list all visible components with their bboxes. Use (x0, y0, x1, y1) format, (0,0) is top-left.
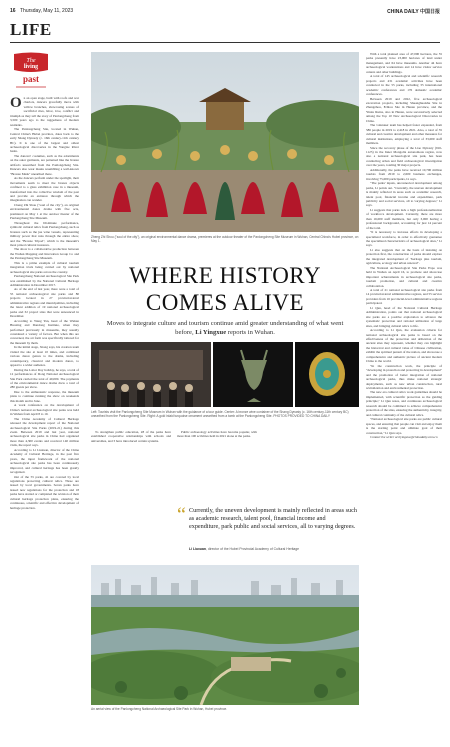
paragraph: Out of the 55 parks, 41 are covered by local regulations protecting cultural relics. Three are issued by local governments. Seven parks have issued new regulations for the protection and 18 parks have started or completed the revision of their cultural heritage protection plans, ensuring the continuous, scientific and effective development of heritage protection. (10, 474, 79, 510)
photo-strip-caption: Left: Tourists visit the Panlongcheng Site Museum in Wuhan with the guidance of a tour guide. Center: A bronze wine container of the Shang Dynasty (c. 16th century-11th century BC) unearthed from the Panlongcheng Site. Right: A gold inlaid turquoise ornament unearthed from a tomb at the Panlongcheng Site. PHOTOS PROVIDED TO CHINA DAILY (91, 410, 349, 419)
paragraph: Li also suggests that on the basis of insisting on protection first, the construction of parks should explore the integrated development of "heritage plus tourism, agriculture, ecology and urban renewal". (366, 247, 442, 266)
pull-quote (177, 505, 357, 565)
paragraph: A total of 145 archaeological and scientific research projects and 431 academic activities have been conducted in the 55 parks, including 35 international academic conferences and 176 domestic academic conferences. (366, 74, 442, 97)
paragraph: As of the end of last year, there were a total of 55 national archaeological site parks and 80 projects located in 27 provincial-level administrative regions and municipalities, including the latest addition of 19 national archaeological parks and 32 project sites that were announced in December. (10, 287, 79, 319)
paragraph: With a total planned area of 47,000 hectares, the 55 parks presently have 23,000 hectares of land under management, and 64 have museums. Another 44 have archaeological workstations and 14 have visitor service centers and other buildings. (366, 52, 442, 74)
contact-email[interactable]: liyingxue@chinadaily.com.cn (398, 434, 438, 439)
paragraph: The dancers' costumes, such as the adornments on the outer garments, are patterned like the bronze artifacts unearthed from the Panlongcheng Site. Dancers also wear masks resembling a well-known "Bronze Mask" unearthed there. (10, 153, 79, 176)
paragraph: On an open stage, built with roofs and war chariots, dancers gracefully move with willow branches, showcasing scenes of sacrificial rites, labor, love, conflict and triumph as they tell the story of Panlongcheng from 3,500 years ago to the ruggedness of modern residents. (10, 96, 79, 127)
living-past-logo (10, 52, 52, 92)
paragraph: Between 2019 and 2022, five archaeological excavation projects, including Shuanghuaishu Site in Zhengzhou, Erlitou Site in Henan province, and the Yinxu Ruins, also in Henan, were successively selected among the Top 10 New Archaeological Discoveries in China. (366, 96, 442, 123)
paragraph: According to Li Qun, the evaluation criteria for national archaeological site parks is based on the effectiveness of the protection and utilization of the ancient sites they represent, whether they can highlight the historical and cultural value of Chinese civilization, exhibit the spiritual pursuit of the nation, and showcase a comprehensive and authentic picture of ancient modern China to the world. (366, 328, 442, 364)
section-title: LIFE (10, 20, 52, 39)
pull-quote-attribution (189, 547, 357, 551)
paragraph: In the initial stage, Xiong says, his creation team visited the site at least 10 times, and combined various dance genres to the drama, including contemporary, classical and modern dance, to appeal to a wider audience. (10, 345, 79, 368)
pull-quote-role: , director of the Hubei Provincial Academy of Cultural Heritage (205, 547, 300, 551)
paragraph: Cheng Zhi Shou ("soul of the city"), an original environmental dance drama with five acts, premiered on May 1 at the outdoor theater of the Panlongcheng Site Museum. (10, 202, 79, 221)
paragraph: Additionally, the parks have received 10,700 million tourists from 2019 to 2,600 business exchanges, involving 75,000 participants, Li says. (366, 167, 442, 181)
bronze-wine-vessel-photo (213, 342, 293, 407)
paragraph: "The parks' inputs, unconnected development among parks, Li points out. "Currently, the uneven development is mainly reflected in areas such as academic research, talent pool, financial income and expenditure, park publicity and social services, all to varying degrees," Li says. (366, 181, 442, 208)
paragraph: Throughout the 60-minute performance, symbolic cultural relics from Panlongcheng, such as bronzes such as the jue wine vessels, representing military power that runs through the entire show, and the "Bronze Tripod", which is the museum's most prized cultural treasures. (10, 220, 79, 247)
paragraph: Li suggests that parks lack a high professionalization of workforce development. Currently, there are more than 16,000 staff members, but only 3,000 having a professional background, accounting for just 14 percent of the total. (366, 207, 442, 230)
turquoise-ornament-photo (295, 342, 359, 407)
body-column-4 (366, 52, 442, 700)
photo-strip (91, 342, 359, 407)
paragraph: The Panlongcheng Site, located in Wuhan, Central China's Hubei province, dates back to the early Shang Dynasty (c. 16th century-11th century BC). It is one of the largest and oldest archaeological discoveries in the Yangtze River basin. (10, 127, 79, 154)
dance-performance-photo (91, 52, 359, 232)
logo-text-past: past (22, 74, 40, 84)
paragraph: The new era cultural relics work guidelines should be implemented, with scientific protection as the guiding principle," Li Qun notes, and continuous archaeological research should be combined to achieve comprehensive protection of the sites, ensuring the authenticity, integrity, and cultural continuity of the cultural relics. (366, 390, 442, 417)
deck-suffix: reports in Wuhan. (227, 328, 275, 336)
aerial-park-photo (91, 565, 359, 705)
page-header (10, 8, 440, 18)
museum-visitors-photo (91, 342, 211, 407)
paragraph: The National Archaeological Site Parks Expo was held in Wuhan on April 16, to promote and showcase important achievements in archaeological site parks, tourism promotion, and cultural and creative collaboration. (366, 265, 442, 288)
paragraph: "It is necessary to increase efforts in developing a specialized workforce, in order to effectively guarantee the specialized characteristics of archaeological sites," Li says. (366, 230, 442, 248)
paragraph: Panlongcheng National Archaeological Site Park was established by the National Cultural Heritage Administration in December 2017. (10, 274, 79, 288)
contact-label: Contact the writer at (370, 434, 398, 439)
paragraph: A work conference on the development of China's national archaeological site parks was held in Wuhan from April 8 to 10. (10, 403, 79, 417)
pull-quote-name: Li Liuxuan (189, 547, 206, 551)
headline: WHERE HISTORY COMES ALIVE (129, 263, 321, 315)
issue-date: Thursday, May 11, 2023 (20, 8, 74, 14)
paragraph: A total of 21 national archaeological site parks from 14 provincial-level administrative regions, and 55 service providers from 16 provincial-level administrative regions participated. (366, 288, 442, 306)
page-number: 16 (10, 8, 16, 14)
section-divider (10, 42, 440, 43)
contact-line (366, 435, 442, 439)
pull-quote-text: Currently, the uneven development is mainly reflected in areas such as academic research, talent pool, financial income and expenditure, park public and social services, all to varying degrees. (189, 507, 357, 530)
deck-author: Li Yingxue (195, 328, 227, 336)
paragraph: The show is a collaborative production between the Wuhan Mapping and Innovation Group Co and the Panlongcheng Site Museum. (10, 247, 79, 261)
aerial-photo-caption: An aerial view of the Panlongcheng National Archaeological Site Park in Wuhan, Hubei province. (91, 707, 228, 711)
deck (100, 320, 350, 337)
paragraph: "National archaeological site parks are public cultural spaces, and ensuring that people can visit and enjoy them is the starting point and ultimate goal of their construction," Li Qun says. (366, 417, 442, 435)
paragraph: Due to the enthusiastic response, the museum plans to continue running the show on weekends this month and in June. (10, 389, 79, 403)
deck-text: Moves to integrate culture and tourism continue amid greater understanding of what went before, (106, 320, 344, 336)
paragraph: According to Wang Yan, head of the Wuhan Huaxing and Dandong Institute, when they performed previously in museums, they usually considered a variety of factors. But when this are concerned, the art form was specifically tailored for the museum by them. (10, 318, 79, 345)
paragraph: During the Labor Day holiday, he says, a total of 12 performances of Dong National Archaeological Site Park carried the total of 40,000. The payments of the environmental dance drama drew a total of 280 guests per show. (10, 367, 79, 390)
masthead: CHINA DAILY 中国日报 (387, 9, 440, 15)
paragraph: The China Academy of Cultural Heritage released the development report of the National Archaeological Site Parks (2019-21) during this event. Between 2019 and last year, national archaeological site parks in China had organized more than 4,300 events and received 140 million visits, the report says. (10, 416, 79, 448)
paragraph: Li Qun, head of the National Cultural Heritage Administration, points out that national archaeological site parks are a positive exploration to advance the systematic protection and rational utilization of large sites, and bringing cultural relics to life. (366, 305, 442, 328)
body-column-1 (10, 96, 79, 712)
paragraph: The volunteer team has helped foster expanded, from 586 people in 2019 to 2,418 in 2021. Also, a total of 35 cultural and creative development and other measures for cultural institutions, employing a total of 33,000 staff members. (366, 123, 442, 146)
logo-text-the: The (26, 58, 36, 64)
paragraph: To strengthen public education, 28 of the parks have established cooperative relationships with schools and universities, and 3 have introduced certain systems. (91, 430, 171, 443)
paragraph: This is a prime example of cultural tourism integration trials being carried out by national archaeological site parks across the country. (10, 260, 79, 274)
quote-mark-icon: “ (177, 504, 186, 526)
photo1-caption: Zheng Zhi Shou ("soul of the city"), an original environmental dance drama, premieres at the outdoor theater of the Panlongcheng Site Museum in Wuhan, Central China's Hubei province, on May 1. (91, 235, 359, 244)
paragraph: "In the construction work, the principle of "developing in protection and protecting in development" and the promotion of better integration of national archaeological parks, thus make national strategic deployments, such as new urban construction, rural revitalization and environmental protection. (366, 363, 442, 390)
paragraph: As the dancers perform under the spotlight, their movements seem to meet the bronze objects confined to a glass exhibition case in a museum, transformed into the collective wisdom of the past and provide an entrance through which the imagination can wander. (10, 176, 79, 203)
logo-text-living: living (23, 64, 39, 70)
drop-cap: O (10, 96, 22, 111)
paragraph: Public archaeology activities have become popular, with more than 100 activities held in 2021 alone at the parks. (177, 430, 257, 439)
paragraph: Since the recovery phase of the Liao Dynasty (916-1125) in the Inner Mongolia autonomous region, now also a national archaeological site park, has been conducting urban and field archaeological investigation over the years, totaling 30 major projects. (366, 145, 442, 168)
paragraph: According to Li Liuxuan, director of the China Academy of Cultural Heritage, in the past five years, the input framework of the national archaeological site parks has been continuously improved, and cultural heritage has been greatly recognized. (10, 447, 79, 475)
